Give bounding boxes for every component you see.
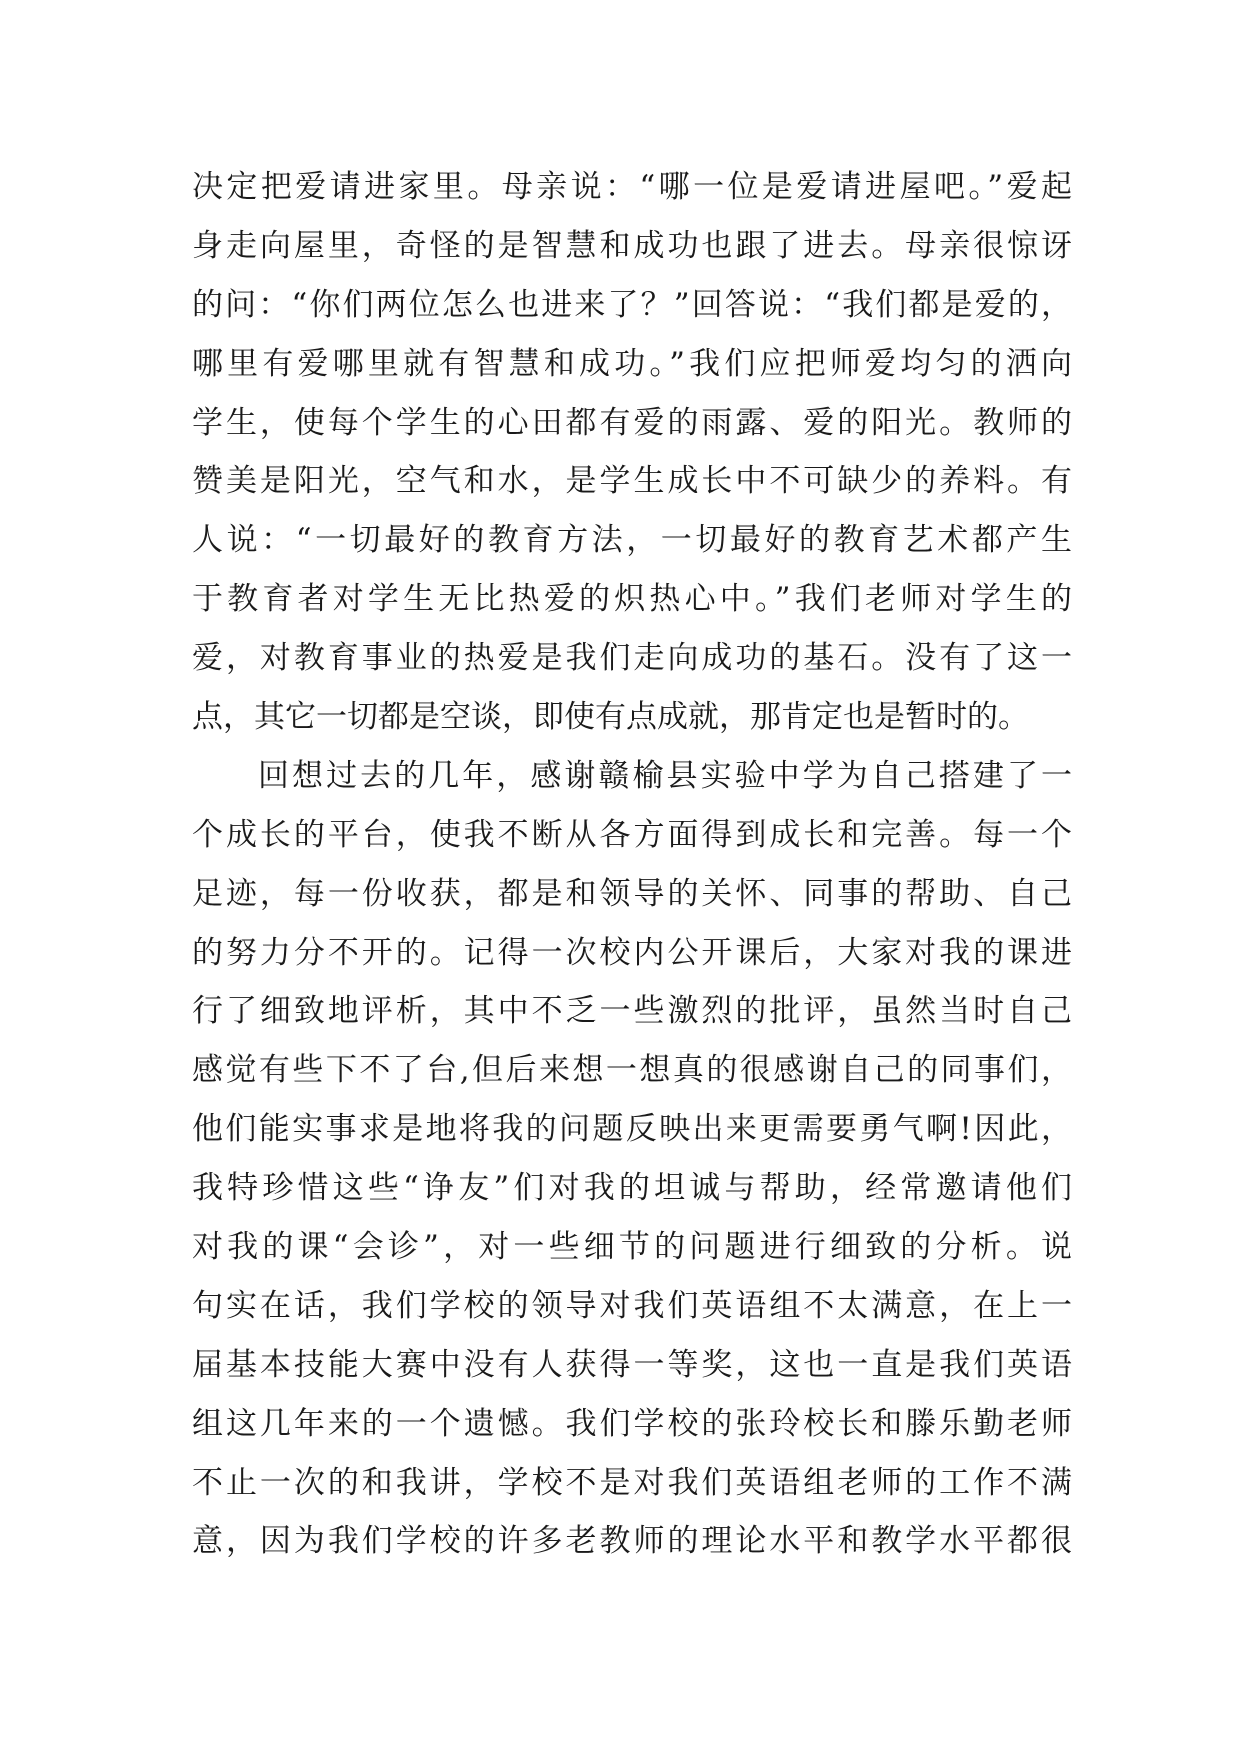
body-text bbox=[192, 158, 1072, 1571]
paragraph-start-line: 回想过去的几年，感谢赣榆县实验中学为自己搭建了一 bbox=[258, 757, 1072, 794]
text-line: 哪里有爱哪里就有智慧和成功。”我们应把师爱均匀的洒向 bbox=[192, 345, 1072, 382]
text-line: 的问：“你们两位怎么也进来了？”回答说：“我们都是爱的， bbox=[192, 286, 1072, 323]
text-line: 的努力分不开的。记得一次校内公开课后，大家对我的课进 bbox=[192, 934, 1072, 971]
text-line: 人说：“一切最好的教育方法，一切最好的教育艺术都产生 bbox=[192, 522, 1072, 559]
text-line: 意，因为我们学校的许多老教师的理论水平和教学水平都很 bbox=[192, 1523, 1072, 1560]
text-line: 个成长的平台，使我不断从各方面得到成长和完善。每一个 bbox=[192, 816, 1072, 853]
text-line: 学生，使每个学生的心田都有爱的雨露、爱的阳光。教师的 bbox=[192, 404, 1072, 441]
text-line: 句实在话，我们学校的领导对我们英语组不太满意，在上一 bbox=[192, 1287, 1072, 1324]
text-line: 爱，对教育事业的热爱是我们走向成功的基石。没有了这一 bbox=[192, 640, 1072, 677]
text-line: 足迹，每一份收获，都是和领导的关怀、同事的帮助、自己 bbox=[192, 875, 1072, 912]
text-line: 对我的课“会诊”，对一些细节的问题进行细致的分析。说 bbox=[192, 1229, 1072, 1266]
text-line: 我特珍惜这些“诤友”们对我的坦诚与帮助，经常邀请他们 bbox=[192, 1170, 1072, 1207]
text-line: 不止一次的和我讲，学校不是对我们英语组老师的工作不满 bbox=[192, 1464, 1072, 1501]
text-line: 决定把爱请进家里。母亲说：“哪一位是爱请进屋吧。”爱起 bbox=[192, 169, 1072, 205]
text-line: 感觉有些下不了台,但后来想一想真的很感谢自己的同事们， bbox=[192, 1052, 1072, 1089]
text-line: 赞美是阳光，空气和水，是学生成长中不可缺少的养料。有 bbox=[192, 463, 1072, 500]
text-line: 身走向屋里，奇怪的是智慧和成功也跟了进去。母亲很惊讶 bbox=[192, 227, 1072, 264]
text-line: 组这几年来的一个遗憾。我们学校的张玲校长和滕乐勤老师 bbox=[192, 1405, 1072, 1442]
text-line: 行了细致地评析，其中不乏一些激烈的批评，虽然当时自己 bbox=[192, 993, 1072, 1030]
text-line: 届基本技能大赛中没有人获得一等奖，这也一直是我们英语 bbox=[192, 1346, 1072, 1383]
paragraph-end-line: 点，其它一切都是空谈，即使有点成就，那肯定也是暂时的。 bbox=[192, 699, 1029, 736]
text-line: 他们能实事求是地将我的问题反映出来更需要勇气啊!因此， bbox=[192, 1111, 1072, 1148]
text-line: 于教育者对学生无比热爱的炽热心中。”我们老师对学生的 bbox=[192, 581, 1072, 618]
